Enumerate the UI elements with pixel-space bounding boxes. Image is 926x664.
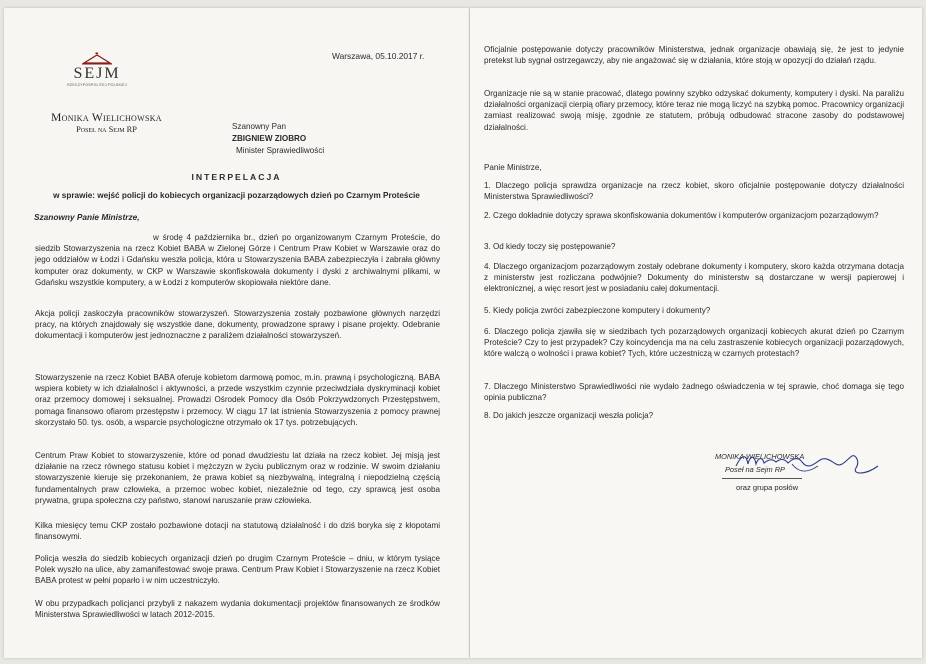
left-paragraph-7: W obu przypadkach policjanci przybyli z nakazem wydania dokumentacji projektów finansowanych ze środków Ministerstwa Sprawiedliwości w latach 2012-2015. bbox=[35, 599, 440, 620]
left-paragraph-5: Kilka miesięcy temu CKP zostało pozbawione dotacji na statutową działalność i do dziś boryka się z kłopotami finansowymi. bbox=[35, 521, 440, 542]
left-paragraph-3: Stowarzyszenie na rzecz Kobiet BABA oferuje kobietom darmową pomoc, m.in. prawną i psychologiczną. BABA wspiera kobiety w ich działalności i aktywności, a przede wszystkim czynnie przeciwdziała dyskryminacji kobiet oraz przemocy domowej i seksualnej. Prowadzi Ośrodek Pomocy dla Osób Pokrzywdzonych Przestępstwem, pomaga finansowo ofiarom przestępstw i przemocy. W ciągu 17 lat istnienia Stowarzyszenia z pomocy prawnej skorzystało 50. tys. osób, a wsparcie psychologiczne otrzymało ok 17 tys. potrzebujących. bbox=[35, 373, 440, 427]
author-title: Poseł na Sejm RP bbox=[76, 125, 137, 134]
document-heading: INTERPELACJA bbox=[191, 172, 282, 182]
signature-line bbox=[722, 478, 802, 479]
sejm-logo bbox=[62, 52, 132, 107]
author-block bbox=[34, 112, 179, 134]
greeting: Szanowny Panie Ministrze, bbox=[34, 212, 140, 222]
left-paragraph-6: Policja weszła do siedzib kobiecych organizacji dzień po drugim Czarnym Proteście – dniu, w którym tysiące Polek wyszło na ulice, aby zamanifestować swoje prawa. Centrum Praw Kobiet i Stowarzyszenie na rzecz Kobiet BABA protest w pełni poparło i w nim uczestniczyło. bbox=[35, 554, 440, 586]
question-6: 6. Dlaczego policja zjawiła się w siedzibach tych pozarządowych organizacji kobiecych akurat dzień po Czarnym Proteście? Czy to jest przypadek? Czy koincydencja ma na celu zastraszenie kobiecych organizacji pozarządowych, które walczą o wolności i prawa kobiet? Tych, które uczestniczą w czarnych protestach? bbox=[484, 327, 904, 359]
question-3: 3. Od kiedy toczy się postępowanie? bbox=[484, 242, 616, 251]
left-paragraph-2: Akcja policji zaskoczyła pracowników stowarzyszeń. Stowarzyszenia zostały pozbawione głównych narzędzi pracy, na których znajdowały się wszystkie dane, dokumenty, prowadzone sprawy i pisane projekty. Odebranie dokumentacji i komputerów jest jednoznaczne z paraliżem działalności stowarzyszeń. bbox=[35, 309, 440, 341]
handwritten-signature-icon bbox=[732, 446, 882, 482]
right-greeting: Panie Ministrze, bbox=[484, 163, 542, 172]
addressee-salutation: Szanowny Pan bbox=[232, 122, 286, 131]
letter-date: Warszawa, 05.10.2017 r. bbox=[332, 51, 425, 61]
sejm-emblem-icon bbox=[80, 52, 114, 65]
author-name: Monika Wielichowska bbox=[51, 112, 162, 124]
right-page bbox=[470, 8, 922, 658]
question-2: 2. Czego dokładnie dotyczy sprawa skonfiskowania dokumentów i komputerów organizacjom pozarządowym? bbox=[484, 211, 879, 220]
signature-extra: oraz grupa posłów bbox=[736, 483, 799, 492]
signature-name: MONIKA WIELICHOWSKA bbox=[715, 452, 805, 461]
left-paragraph-1: w środę 4 października br., dzień po organizowanym Czarnym Proteście, do siedzib Stowarzyszenia na rzecz Kobiet BABA w Zielonej Górze i Centrum Praw Kobiet w Warszawie oraz do jego oddziałów w Łodzi i Gdańsku weszła policja, która u Stowarzyszenia BABA zabezpieczyła i zabrała główny komputer oraz dokumenty, w CKP w Warszawie skonfiskowała dokumenty i dyski z archiwalnymi plikami, w Gdańsku wszystkie komputery, a w Łodzi z komputerów skopiowała niektóre dane. bbox=[35, 233, 440, 287]
logo-subtitle: RZECZYPOSPOLITEJ POLSKIEJ bbox=[67, 83, 127, 87]
document-subject: w sprawie: wejść policji do kobiecych organizacji pozarządowych dzień po Czarnym Proteście bbox=[53, 191, 420, 200]
question-8: 8. Do jakich jeszcze organizacji weszła policja? bbox=[484, 411, 654, 420]
signature-role: Poseł na Sejm RP bbox=[725, 465, 785, 474]
question-5: 5. Kiedy policja zwróci zabezpieczone komputery i dokumenty? bbox=[484, 306, 711, 315]
addressee-name: ZBIGNIEW ZIOBRO bbox=[232, 134, 307, 143]
question-4: 4. Dlaczego organizacjom pozarządowym zostały odebrane dokumenty i komputery, skoro każda otrzymana dotacja z ministerstw jest rozliczana podwójnie? Dokumenty do ministerstw są dostarczane w wersji papierowej i elektronicznej, a więc resort jest w posiadaniu całej dokumentacji. bbox=[484, 262, 904, 294]
addressee-block bbox=[232, 121, 324, 157]
addressee-role: Minister Sprawiedliwości bbox=[236, 146, 325, 155]
right-paragraph-1: Oficjalnie postępowanie dotyczy pracowników Ministerstwa, jednak organizacje obawiają się, że jest to jedynie pretekst lub sygnał ostrzegawczy, aby nie angażować się w działania, które stoją w opozycji do działań rządu. bbox=[484, 45, 904, 66]
question-1: 1. Dlaczego policja sprawdza organizacje na rzecz kobiet, skoro oficjalnie postępowanie dotyczy działalności Ministerstwa Sprawiedliwości? bbox=[484, 181, 904, 202]
right-paragraph-2: Organizacje nie są w stanie pracować, dlatego powinny szybko odzyskać dokumenty, komputery i dyski. Na paraliżu działalności organizacji cierpią ofiary przemocy, które teraz nie mogą liczyć na szybką pomoc. Pracownicy organizacji zamiast realizować swoją misję, zgodnie ze statutem, próbują odbudować stracone zasoby do podstawowej działalności. bbox=[484, 89, 905, 132]
question-7: 7. Dlaczego Ministerstwo Sprawiedliwości nie wydało żadnego oświadczenia w tej sprawie, choć domaga się tego opinia publiczna? bbox=[484, 382, 904, 403]
logo-word: SEJM bbox=[73, 65, 121, 82]
left-paragraph-4: Centrum Praw Kobiet to stowarzyszenie, które od ponad dwudziestu lat działa na rzecz kobiet. Jej misją jest działanie na rzecz równego statusu kobiet i mężczyzn w życiu publicznym oraz w rodzinie. W swoim działaniu stowarzyszenie kieruje się przekonaniem, że prawa kobiet są niezbywalną, integralną i niepodzielną częścią fundamentalnych praw człowieka, a przemoc wobec kobiet, niezależnie od tego, czy sprawcą jest osoba prywatna, grupa społeczna czy państwo, stanowi naruszanie praw człowieka. bbox=[35, 451, 440, 505]
left-page bbox=[4, 8, 469, 658]
